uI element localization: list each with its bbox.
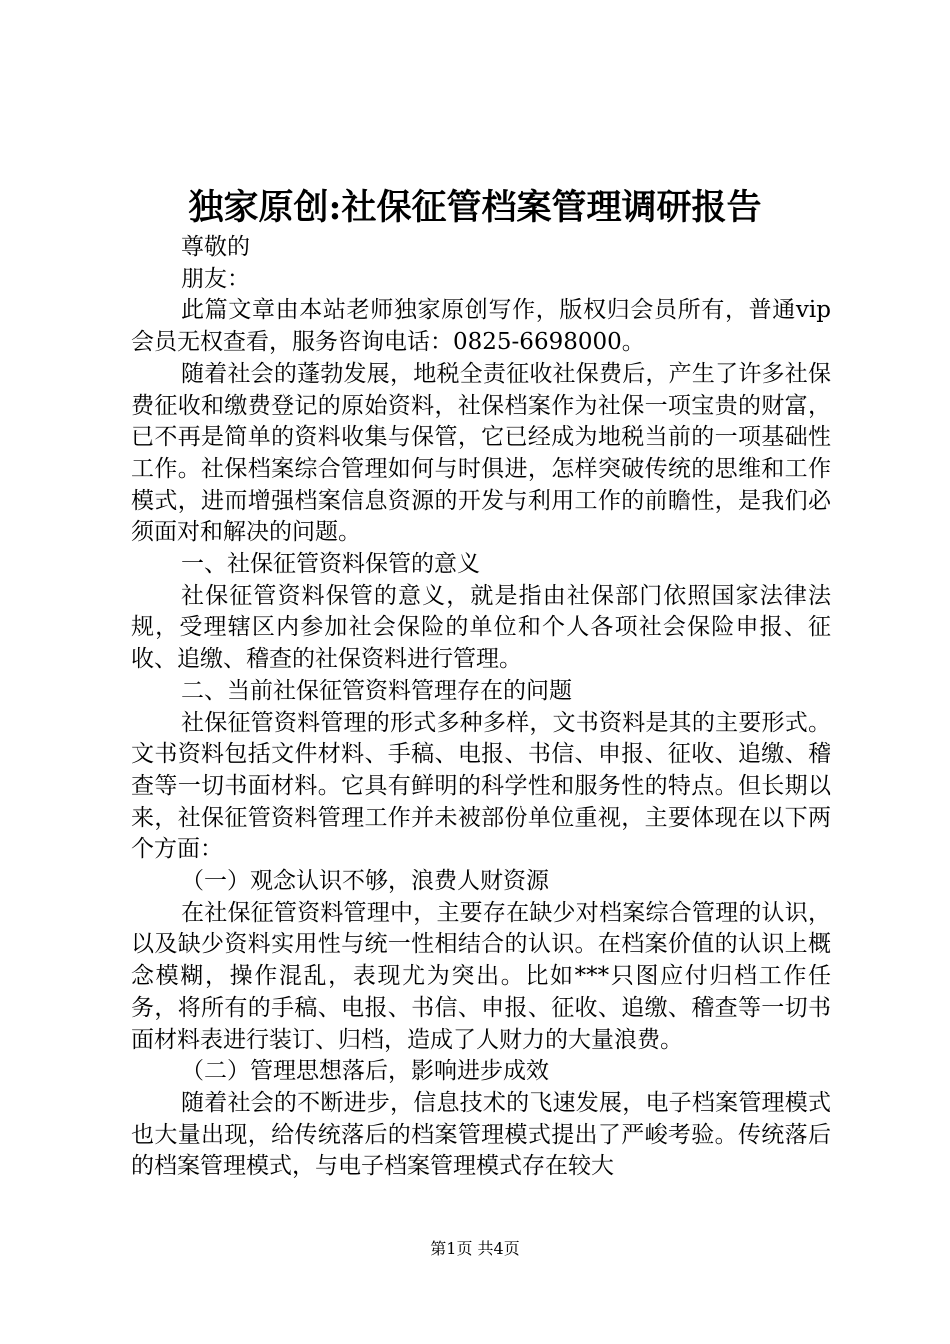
document-title: 独家原创:社保征管档案管理调研报告	[188, 187, 762, 228]
paragraph-introduction: 随着社会的蓬勃发展，地税全责征收社保费后，产生了许多社保费征收和缴费登记的原始资料，社保档案作为社保一项宝贵的财富，已不再是简单的资料收集与保管，它已经成为地税当前的一项基础性工作。社保档案综合管理如何与时俱进，怎样突破传统的思维和工作模式，进而增强档案信息资源的开发与利用工作的前瞻性，是我们必须面对和解决的问题。	[131, 360, 831, 546]
document-body	[131, 232, 831, 1183]
paragraph-section-2: 社保征管资料管理的形式多种多样，文书资料是其的主要形式。文书资料包括文件材料、手稿、电报、书信、申报、征收、追缴、稽查等一切书面材料。它具有鲜明的科学性和服务性的特点。但长期以来，社保征管资料管理工作并未被部份单位重视，主要体现在以下两个方面：	[131, 709, 831, 863]
paragraph-copyright-notice: 此篇文章由本站老师独家原创写作，版权归会员所有，普通vip会员无权查看，服务咨询电话：0825-6698000。	[131, 297, 831, 356]
subsection-heading-2: （二）管理思想落后，影响进步成效	[181, 1058, 549, 1085]
paragraph-subsection-2: 随着社会的不断进步，信息技术的飞速发展，电子档案管理模式也大量出现，给传统落后的档案管理模式提出了严峻考验。传统落后的档案管理模式，与电子档案管理模式存在较大	[131, 1089, 831, 1180]
section-heading-2: 二、当前社保征管资料管理存在的问题	[181, 677, 572, 704]
paragraph-section-1: 社保征管资料保管的意义，就是指由社保部门依照国家法律法规，受理辖区内参加社会保险的单位和个人各项社会保险申报、征收、追缴、稽查的社保资料进行管理。	[131, 582, 831, 673]
paragraph-salutation-1: 尊敬的	[181, 234, 250, 260]
page-footer: 第1页 共4页	[430, 1239, 520, 1258]
section-heading-1: 一、社保征管资料保管的意义	[181, 551, 480, 578]
paragraph-salutation-2: 朋友：	[181, 265, 250, 292]
subsection-heading-1: （一）观念认识不够，浪费人财资源	[181, 868, 549, 895]
paragraph-subsection-1: 在社保征管资料管理中，主要存在缺少对档案综合管理的认识，以及缺少资料实用性与统一性相结合的认识。在档案价值的认识上概念模糊，操作混乱，表现尤为突出。比如***只图应付归档工作任务，将所有的手稿、电报、书信、申报、征收、追缴、稽查等一切书面材料表进行装订、归档，造成了人财力的大量浪费。	[131, 899, 831, 1053]
